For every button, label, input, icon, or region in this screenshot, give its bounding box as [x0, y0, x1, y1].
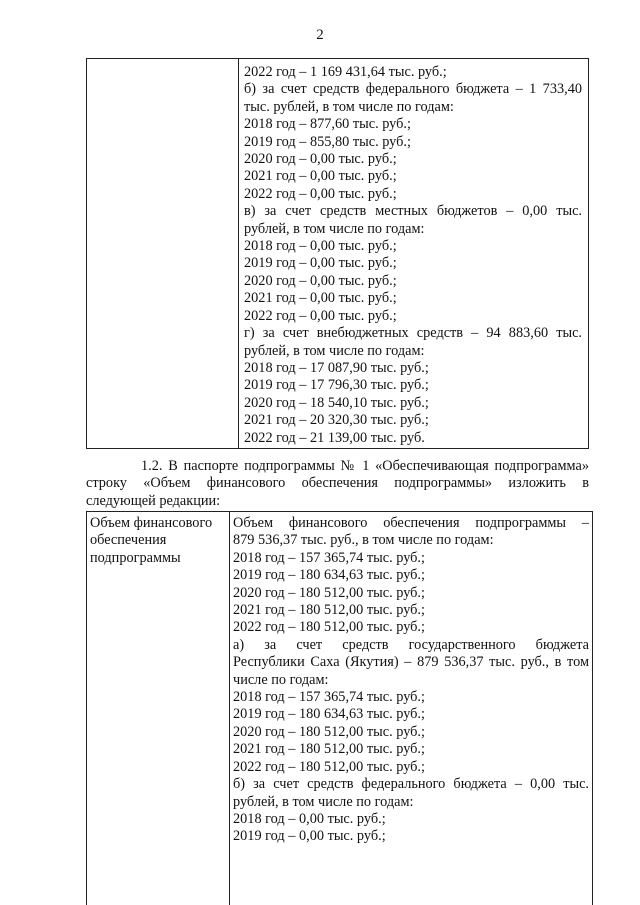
table2-line: Объем финансового обеспечения подпрограммы – [233, 515, 589, 531]
table1-line: рублей, в том числе по годам: [244, 220, 425, 237]
table1-line: 2020 год – 0,00 тыс. руб.; [244, 272, 397, 289]
paragraph-line: следующей редакции: [86, 492, 221, 509]
paragraph-line: строку «Объем финансового обеспечения подпрограммы» изложить в [86, 475, 589, 492]
table1-line: 2018 год – 877,60 тыс. руб.; [244, 116, 411, 133]
table2-line: 2019 год – 180 634,63 тыс. руб.; [233, 706, 425, 723]
table2-line: 2022 год – 180 512,00 тыс. руб.; [233, 619, 425, 636]
table1-line: 2022 год – 0,00 тыс. руб.; [244, 307, 397, 324]
table2-label-line: Объем финансового [90, 515, 213, 531]
table1-line: 2019 год – 17 796,30 тыс. руб.; [244, 377, 429, 394]
table1-line: тыс. рублей, в том числе по годам: [244, 98, 454, 115]
table2-line: 2021 год – 180 512,00 тыс. руб.; [233, 602, 425, 619]
table2-line: 879 536,37 тыс. руб., в том числе по годам: [233, 532, 494, 549]
table1-line: г) за счет внебюджетных средств – 94 883,60 тыс. [244, 325, 582, 342]
table1-left-cell [87, 59, 239, 448]
table2-line: 2021 год – 180 512,00 тыс. руб.; [233, 741, 425, 758]
table2-label-line: обеспечения [90, 532, 167, 549]
table2-right-cell [233, 515, 589, 846]
table2-line: а) за счет средств государственного бюджета [233, 636, 589, 653]
table2-line: рублей, в том числе по годам: [233, 793, 414, 810]
paragraph-line: 1.2. В паспорте подпрограммы № 1 «Обеспечивающая подпрограмма» [141, 458, 589, 474]
table2-line: 2020 год – 180 512,00 тыс. руб.; [233, 584, 425, 601]
table2-line: 2020 год – 180 512,00 тыс. руб.; [233, 723, 425, 740]
table1-line: 2021 год – 0,00 тыс. руб.; [244, 290, 397, 307]
table2-line: 2018 год – 0,00 тыс. руб.; [233, 810, 386, 827]
table1-line: 2020 год – 0,00 тыс. руб.; [244, 151, 397, 168]
table1-line: 2022 год – 0,00 тыс. руб.; [244, 185, 397, 202]
table1-line: б) за счет средств федерального бюджета – 1 733,40 [244, 81, 582, 98]
table1-line: 2019 год – 855,80 тыс. руб.; [244, 133, 411, 150]
table2-line: 2019 год – 180 634,63 тыс. руб.; [233, 567, 425, 584]
table1-line: 2022 год – 21 139,00 тыс. руб. [244, 429, 425, 446]
amendment-paragraph [86, 458, 589, 510]
table1-line: 2020 год – 18 540,10 тыс. руб.; [244, 394, 429, 411]
funding-table-continued [86, 58, 589, 449]
table1-line: 2019 год – 0,00 тыс. руб.; [244, 255, 397, 272]
table2-left-cell [87, 512, 230, 905]
table2-line: 2018 год – 157 365,74 тыс. руб.; [233, 689, 425, 706]
table1-line: 2021 год – 20 320,30 тыс. руб.; [244, 412, 429, 429]
table2-line: 2022 год – 180 512,00 тыс. руб.; [233, 758, 425, 775]
funding-table-new [86, 511, 593, 905]
table2-label-line: подпрограммы [90, 549, 181, 566]
table2-line: Республики Саха (Якутия) – 879 536,37 тыс. руб., в том [233, 654, 589, 671]
table2-line: числе по годам: [233, 671, 329, 688]
table1-line: 2022 год – 1 169 431,64 тыс. руб.; [244, 64, 447, 80]
table1-line: 2018 год – 17 087,90 тыс. руб.; [244, 359, 429, 376]
table1-line: 2021 год – 0,00 тыс. руб.; [244, 168, 397, 185]
table2-line: 2019 год – 0,00 тыс. руб.; [233, 828, 386, 845]
table1-line: рублей, в том числе по годам: [244, 342, 425, 359]
table2-line: б) за счет средств федерального бюджета – 0,00 тыс. [233, 776, 589, 793]
table1-right-cell [244, 64, 582, 447]
table1-line: в) за счет средств местных бюджетов – 0,00 тыс. [244, 203, 582, 220]
page-number: 2 [316, 27, 324, 43]
table2-line: 2018 год – 157 365,74 тыс. руб.; [233, 549, 425, 566]
table1-line: 2018 год – 0,00 тыс. руб.; [244, 238, 397, 255]
